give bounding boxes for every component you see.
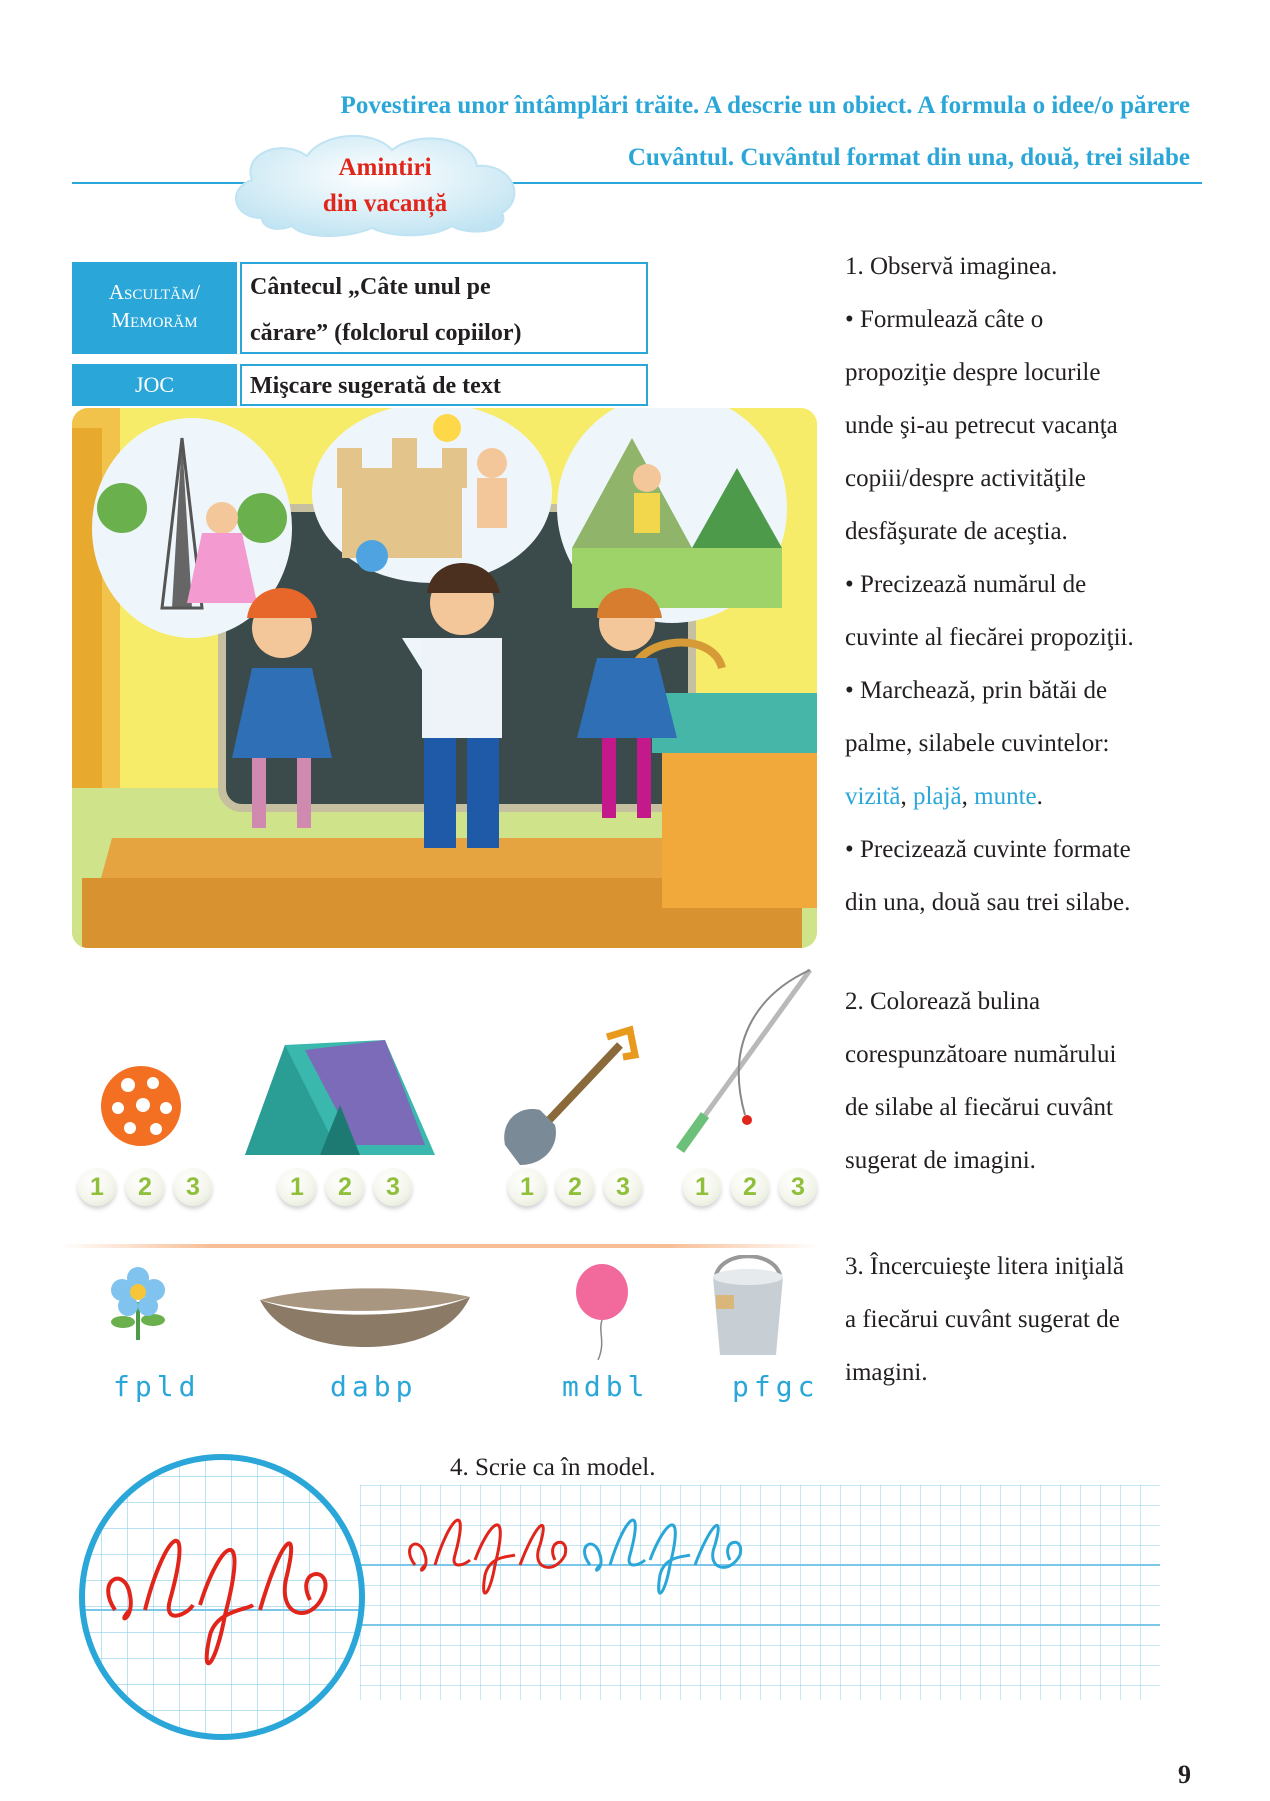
exercise-4-label: 4. Scrie ca în model. [450, 1454, 656, 1481]
ex2-line: 2. Colorează bulina [845, 988, 1041, 1015]
word-vizita: vizită [845, 783, 901, 810]
word-plaja: plajă [913, 783, 962, 810]
ex2-line: sugerat de imagini. [845, 1147, 1036, 1174]
shovel-icon [495, 1025, 645, 1175]
lesson-title [270, 150, 500, 222]
boat-icon [255, 1285, 475, 1355]
bucket-icon [708, 1255, 788, 1360]
ex1-line: din una, două sau trei silabe. [845, 889, 1131, 916]
activity-label-listen-a: Ascultăm/ [108, 280, 201, 304]
activity-value-song-b: cărare” (folclorul copiilor) [250, 320, 522, 346]
model-circle [75, 1450, 370, 1745]
activity-label-listen [72, 262, 237, 354]
ex1-line: propoziţie despre locurile [845, 359, 1101, 386]
ex1-line: cuvinte al fiecărei propoziţii. [845, 624, 1134, 651]
ex1-line: desfăşurate de aceştia. [845, 518, 1068, 545]
ex1-line: palme, silabele cuvintelor: [845, 730, 1110, 757]
ex3-line: imagini. [845, 1359, 928, 1386]
letter-option-3[interactable]: mdbl [562, 1370, 650, 1403]
tent-icon [235, 1035, 440, 1165]
syllable-bubble-4-3[interactable]: 3 [779, 1168, 817, 1206]
letter-option-4[interactable]: pfgc [732, 1370, 820, 1403]
letter-option-2[interactable]: dabp [330, 1370, 418, 1403]
balloon-icon [570, 1262, 635, 1362]
syllable-bubble-1-1[interactable]: 1 [78, 1168, 116, 1206]
ex1-line: copiii/despre activităţile [845, 465, 1086, 492]
ex1-line: 1. Observă imaginea. [845, 253, 1058, 280]
ex3-line: a fiecărui cuvânt sugerat de [845, 1306, 1120, 1333]
syllable-bubble-3-2[interactable]: 2 [556, 1168, 594, 1206]
activity-value-song [240, 262, 648, 354]
ex1-line: • Precizează numărul de [845, 571, 1087, 598]
activity-value-game: Mişcare sugerată de text [240, 364, 648, 406]
lesson-title-line1: Amintiri [338, 154, 432, 181]
syllable-bubble-2-2[interactable]: 2 [326, 1168, 364, 1206]
ex1-line: • Marchează, prin bătăi de [845, 677, 1108, 704]
ex1-line: unde şi-au petrecut vacanţa [845, 412, 1118, 439]
activity-label-game: JOC [72, 364, 237, 406]
syllable-bubble-3-1[interactable]: 1 [508, 1168, 546, 1206]
fishing-rod-icon [665, 965, 815, 1165]
syllable-bubble-3-3[interactable]: 3 [604, 1168, 642, 1206]
syllable-bubble-4-2[interactable]: 2 [731, 1168, 769, 1206]
exercise-1 [845, 240, 1190, 929]
syllable-bubble-1-3[interactable]: 3 [174, 1168, 212, 1206]
syllable-bubble-2-1[interactable]: 1 [278, 1168, 316, 1206]
syllable-bubble-4-1[interactable]: 1 [683, 1168, 721, 1206]
letter-option-1[interactable]: fpld [113, 1370, 201, 1403]
activity-value-song-a: Cântecul „Câte unul pe [250, 274, 491, 300]
ball-icon [98, 1063, 184, 1149]
ex1-line: • Precizează cuvinte formate [845, 836, 1131, 863]
exercise-3 [845, 1240, 1190, 1399]
page-number: 9 [1178, 1760, 1191, 1789]
header-topic: Povestirea unor întâmplări trăite. A descrie un obiect. A formula o idee/o părere [340, 92, 1190, 119]
section-divider [60, 1244, 820, 1248]
lesson-title-line2: din vacanță [322, 190, 448, 217]
word-munte: munte [974, 783, 1037, 810]
ex2-line: corespunzătoare numărului [845, 1041, 1117, 1068]
syllable-bubble-2-3[interactable]: 3 [374, 1168, 412, 1206]
syllable-bubble-1-2[interactable]: 2 [126, 1168, 164, 1206]
exercise-2 [845, 975, 1190, 1187]
header-subtopic: Cuvântul. Cuvântul format din una, două, trei silabe [627, 144, 1190, 171]
activity-label-listen-b: Memorăm [111, 308, 198, 332]
writing-grid[interactable] [360, 1485, 1160, 1700]
vacation-illustration [72, 408, 817, 948]
ex3-line: 3. Încercuieşte litera iniţială [845, 1253, 1125, 1280]
flower-icon [98, 1262, 178, 1342]
ex1-line: • Formulează câte o [845, 306, 1044, 333]
ex1-words: vizită, plajă, munte. [845, 783, 1043, 810]
ex2-line: de silabe al fiecărui cuvânt [845, 1094, 1113, 1121]
